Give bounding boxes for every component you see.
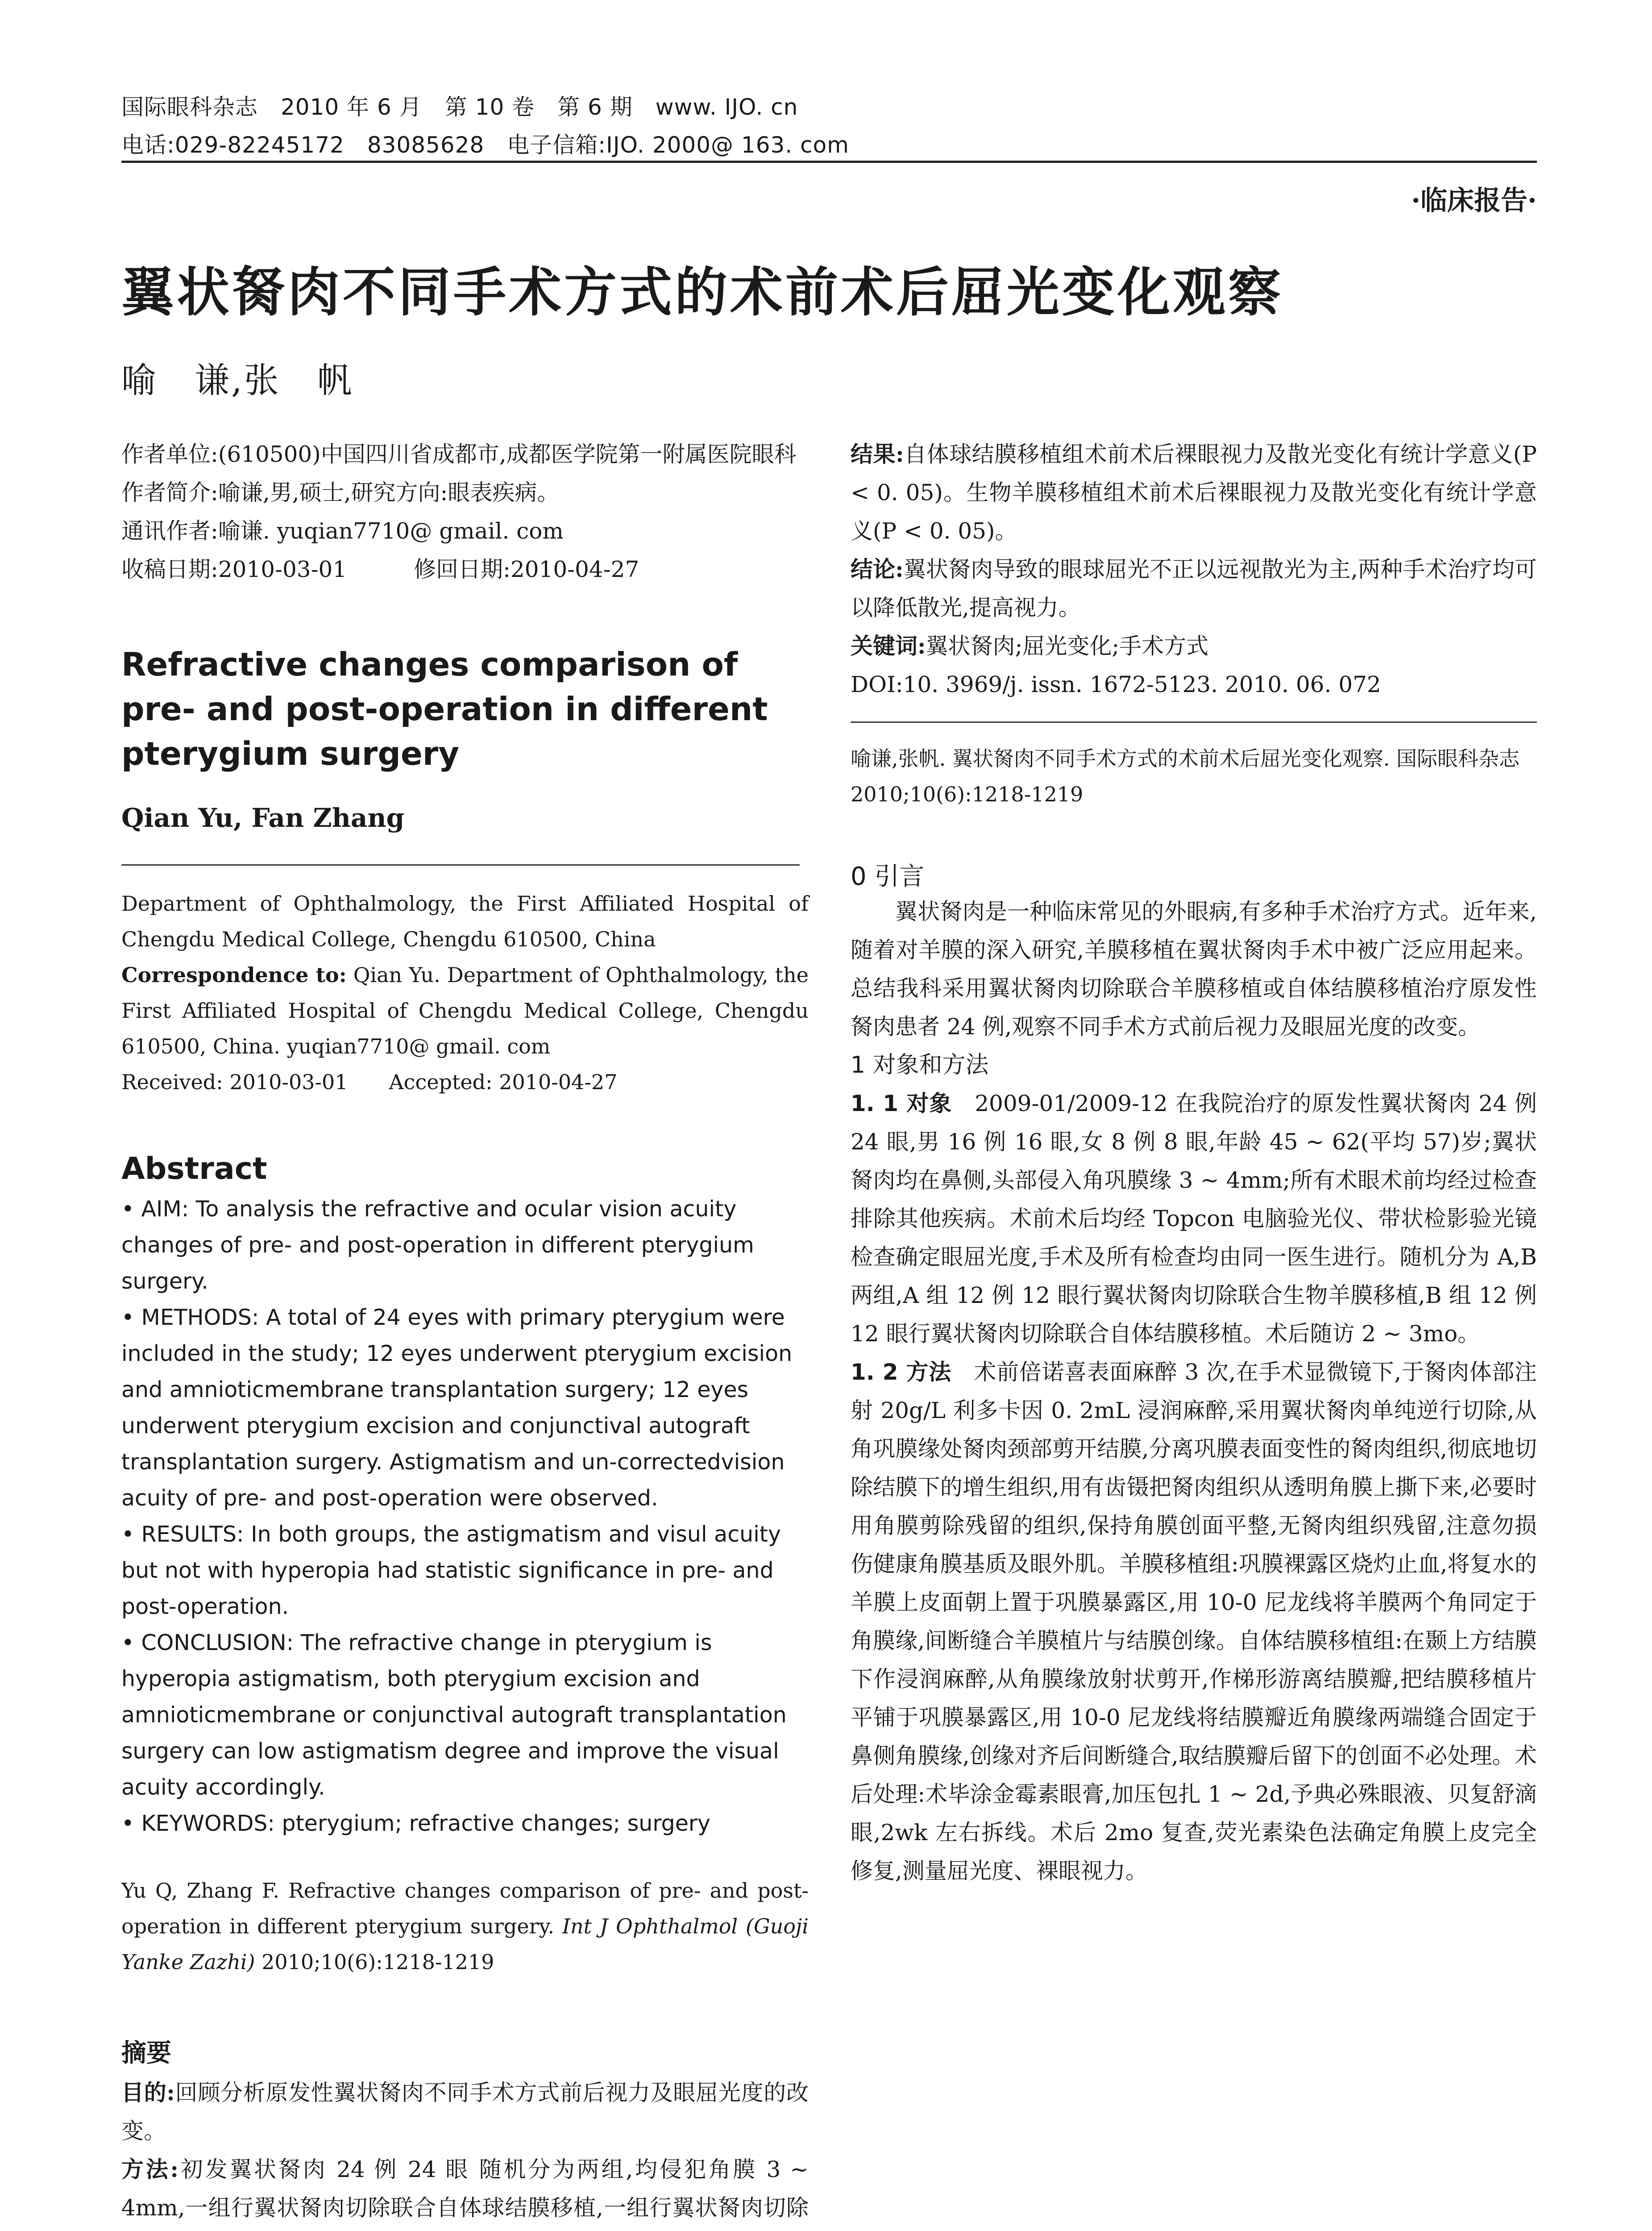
cn-keywords-text: 翼状胬肉;屈光变化;手术方式 <box>926 633 1209 659</box>
cn-citation: 喻谦,张帆. 翼状胬肉不同手术方式的术前术后屈光变化观察. 国际眼科杂志 2010;10(6):1218-1219 <box>851 746 1520 806</box>
dates-cn: 收稿日期:2010-03-01 修回日期:2010-04-27 <box>121 556 639 582</box>
correspondence-label: Correspondence to: <box>121 963 347 987</box>
abstract-keywords: • KEYWORDS: pterygium; refractive changes; surgery <box>121 1811 711 1836</box>
doi: DOI:10. 3969/j. issn. 1672-5123. 2010. 06. 072 <box>851 672 1381 697</box>
methods-label: 1. 2 方法 <box>851 1359 951 1385</box>
subjects-text: 2009-01/2009-12 在我院治疗的原发性翼状胬肉 24 例 24 眼,男 16 例 16 眼,女 8 例 8 眼,年龄 45 ~ 62(平均 57)岁;翼状胬肉均在鼻侧,头部侵入角巩膜缘 3 ~ 4mm;所有术眼术前均经过检查排除其他疾病。术前术后均经 Topcon 电脑验光仪、带状检影验光镜检查确定眼屈光度,手术及所有检查均由同一医生进行。随机分为 A,B 两组,A 组 12 例 12 眼行翼状胬肉切除联合生物羊膜移植,B 组 12 例 12 眼行翼状胬肉切除联合自体结膜移植。术后随访 2 ~ 3mo。 <box>851 1091 1537 1347</box>
cn-keywords-label: 关键词: <box>851 633 926 659</box>
english-correspondence <box>121 957 809 1064</box>
journal-header-line2: 电话:029-82245172 83085628 电子信箱:IJO. 2000@ 163. com <box>121 132 849 158</box>
article-title: 翼状胬肉不同手术方式的术前术后屈光变化观察 <box>121 261 1284 323</box>
english-abstract <box>121 1191 809 1841</box>
english-authors: Qian Yu, Fan Zhang <box>121 803 405 833</box>
citation-pre: Yu Q, Zhang F. Refractive changes comparison of pre- and post-operation in different pterygium surgery. <box>121 1879 809 1938</box>
methods-heading: 1 对象和方法 <box>851 1052 989 1078</box>
subjects-paragraph <box>851 1084 1537 1353</box>
author-info <box>121 435 809 589</box>
left-column <box>121 435 809 2231</box>
cn-abstract-right <box>851 435 1537 704</box>
abstract-conclusion: • CONCLUSION: The refractive change in pterygium is hyperopia astigmatism, both pterygium excision and amnioticmembrane or conjunctival autograft transplantation surgery can low astigmatism degree and improve the visual acuity accordingly. <box>121 1630 787 1800</box>
article-authors: 喻 谦,张 帆 <box>121 361 354 401</box>
cn-conclusion-label: 结论: <box>851 556 904 582</box>
abstract-aim: • AIM: To analysis the refractive and ocular vision acuity changes of pre- and post-operation in different pterygium surgery. <box>121 1196 754 1294</box>
cn-aim <box>121 2073 809 2150</box>
cn-methods-text: 初发翼状胬肉 24 例 24 眼 随机分为两组,均侵犯角膜 3 ~ 4mm,一组行翼状胬肉切除联合自体球结膜移植,一组行翼状胬肉切除 <box>121 2156 809 2221</box>
abstract-methods: • METHODS: A total of 24 eyes with primary pterygium were included in the study; 12 eyes underwent pterygium excision and amnioticmembrane transplantation surgery; 12 eyes underwent pterygium excision and conjunctival autograft transplantation surgery. Astigmatism and un-correctedvision acuity of pre- and post-operation were observed. <box>121 1305 793 1511</box>
subjects-label: 1. 1 对象 <box>851 1091 952 1116</box>
cn-methods <box>121 2150 809 2231</box>
english-affiliation-block <box>121 886 809 1100</box>
doi-rule <box>851 722 1537 723</box>
cn-conclusion-text: 翼状胬肉导致的眼球屈光不正以远视散光为主,两种手术治疗均可以降低散光,提高视力。 <box>851 556 1537 621</box>
section-tag: ·临床报告· <box>1411 185 1537 216</box>
methods-paragraph <box>851 1353 1537 1890</box>
right-column <box>851 435 1537 1890</box>
cn-methods-label: 方法: <box>121 2156 179 2182</box>
cn-aim-text: 回顾分析原发性翼状胬肉不同手术方式前后视力及眼屈光度的改变。 <box>121 2080 809 2144</box>
citation-journal: Int J Ophthalmol (Guoji Yanke Zazhi) <box>121 1914 809 1974</box>
cn-abstract-left <box>121 2073 809 2231</box>
cn-results-text: 自体球结膜移植组术前术后裸眼视力及散光变化有统计学意义(P < 0. 05)。生物羊膜移植组术前术后裸眼视力及散光变化有统计学意义(P < 0. 05)。 <box>851 441 1537 544</box>
affiliation: 作者单位:(610500)中国四川省成都市,成都医学院第一附属医院眼科 <box>121 441 797 467</box>
english-citation <box>121 1873 809 1980</box>
abstract-heading: Abstract <box>121 1151 267 1186</box>
cn-abstract-heading: 摘要 <box>121 2038 171 2068</box>
english-department: Department of Ophthalmology, the First Affiliated Hospital of Chengdu Medical College, Chengdu 610500, China <box>121 892 809 951</box>
citation-post: 2010;10(6):1218-1219 <box>255 1950 494 1974</box>
header-rule <box>121 161 1537 163</box>
intro-heading: 0 引言 <box>851 862 925 891</box>
cn-conclusion <box>851 550 1537 627</box>
correspondence-cn: 通讯作者:喻谦. yuqian7710@ gmail. com <box>121 518 564 544</box>
english-received: Received: 2010-03-01 Accepted: 2010-04-27 <box>121 1070 618 1094</box>
intro-paragraph: 翼状胬肉是一种临床常见的外眼病,有多种手术治疗方式。近年来,随着对羊膜的深入研究,羊膜移植在翼状胬肉手术中被广泛应用起来。总结我科采用翼状胬肉切除联合羊膜移植或自体结膜移植治疗原发性胬肉患者 24 例,观察不同手术方式前后视力及眼屈光度的改变。 <box>851 899 1537 1040</box>
cn-results-label: 结果: <box>851 441 904 467</box>
cn-results <box>851 435 1537 550</box>
english-authors-rule <box>121 864 800 866</box>
methods-text: 术前倍诺喜表面麻醉 3 次,在手术显微镜下,于胬肉体部注射 20g/L 利多卡因 0. 2mL 浸润麻醉,采用翼状胬肉单纯逆行切除,从角巩膜缘处胬肉颈部剪开结膜,分离巩膜表面变性的胬肉组织,彻底地切除结膜下的增生组织,用有齿镊把胬肉组织从透明角膜上撕下来,必要时用角膜剪除残留的组织,保持角膜创面平整,无胬肉组织残留,注意勿损伤健康角膜基质及眼外肌。羊膜移植组:巩膜裸露区烧灼止血,将复水的羊膜上皮面朝上置于巩膜暴露区,用 10-0 尼龙线将羊膜两个角同定于角膜缘,间断缝合羊膜植片与结膜创缘。自体结膜移植组:在颞上方结膜下作浸润麻醉,从角膜缘放射状剪开,作梯形游离结膜瓣,把结膜移植片平铺于巩膜暴露区,用 10-0 尼龙线将结膜瓣近角膜缘两端缝合固定于鼻侧角膜缘,创缘对齐后间断缝合,取结膜瓣后留下的创面不必处理。术后处理:术毕涂金霉素眼膏,加压包扎 1 ~ 2d,予典必殊眼液、贝复舒滴眼,2wk 左右拆线。术后 2mo 复查,荧光素染色法确定角膜上皮完全修复,测量屈光度、裸眼视力。 <box>851 1359 1537 1884</box>
cn-keywords <box>851 627 1537 665</box>
cn-aim-label: 目的: <box>121 2079 175 2106</box>
journal-header-line1: 国际眼科杂志 2010 年 6 月 第 10 卷 第 6 期 www. IJO. cn <box>121 94 798 120</box>
abstract-results: • RESULTS: In both groups, the astigmatism and visul acuity but not with hyperopia had statistic significance in pre- and post-operation. <box>121 1522 781 1619</box>
correspondence-text: Qian Yu. Department of Ophthalmology, the First Affiliated Hospital of Chengdu Medical College, Chengdu 610500, China. yuqian7710@ gmail. com <box>121 963 809 1058</box>
author-bio: 作者简介:喻谦,男,硕士,研究方向:眼表疾病。 <box>121 480 560 506</box>
english-title: Refractive changes comparison of pre- and post-operation in different pterygium surgery <box>121 646 768 772</box>
body-text <box>851 892 1537 1890</box>
